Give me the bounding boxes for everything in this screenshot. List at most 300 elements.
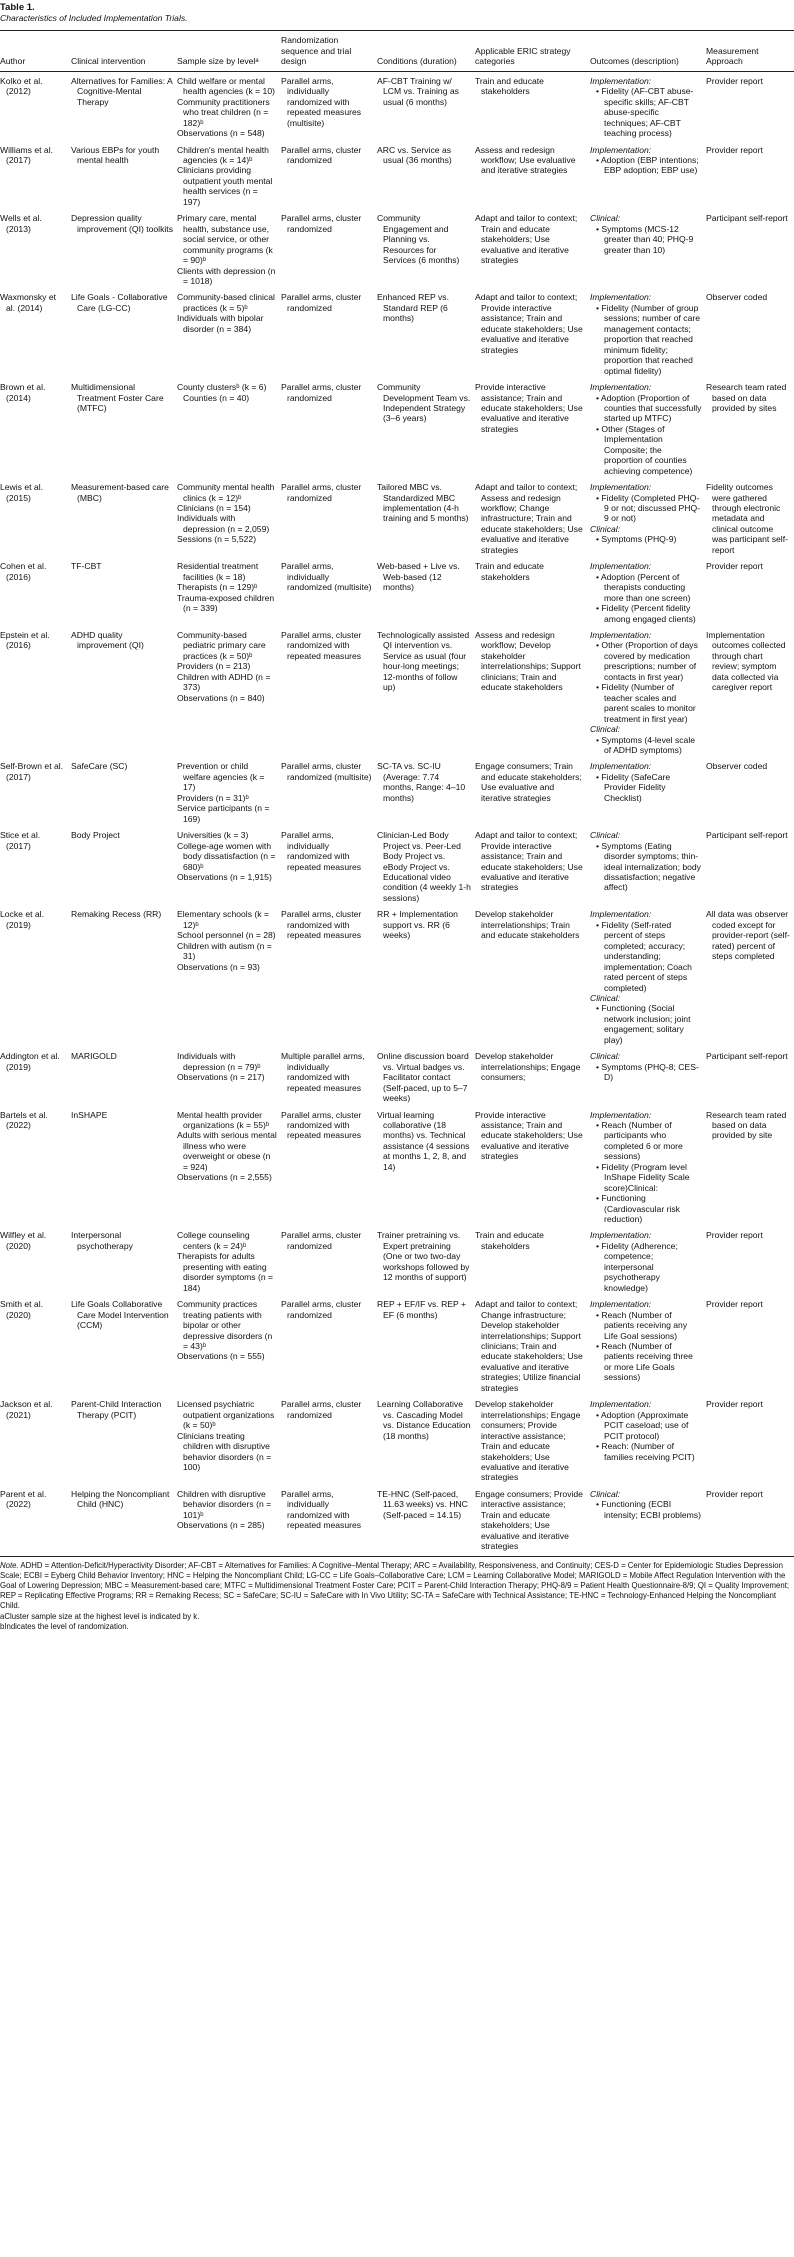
outcome-category: Implementation: <box>590 909 652 920</box>
design-cell <box>281 1395 377 1485</box>
intervention-cell-text: Life Goals - Collaborative Care (LG-CC) <box>71 292 168 313</box>
table-row <box>0 141 794 210</box>
outcome-item: • Functioning (ECBI intensity; ECBI problems) <box>590 1499 702 1520</box>
sample-cell <box>177 378 281 478</box>
author-cell <box>0 1295 71 1395</box>
sample-level: Primary care, mental health, substance use, social service, or other community programs (k = 90)ᵇ <box>177 213 273 266</box>
conditions-cell-text: Virtual learning collaborative (18 months) vs. Technical assistance (4 sessions at months 1, 2, 8, and 14) <box>377 1109 470 1172</box>
table-row <box>0 626 794 757</box>
table-subtitle: Characteristics of Included Implementation Trials. <box>0 13 188 23</box>
conditions-cell <box>377 1295 475 1395</box>
sample-level: Therapists for adults presenting with eating disorder symptoms (n = 184) <box>177 1251 274 1293</box>
intervention-cell-text: TF-CBT <box>71 561 102 572</box>
measurement-cell-text: Research team rated based on data provided by site <box>706 1109 787 1141</box>
outcome-category: Implementation: <box>590 630 652 641</box>
sample-level: Individuals with depression (n = 2,059) <box>177 513 270 534</box>
intervention-cell <box>71 1047 177 1105</box>
design-cell <box>281 1106 377 1227</box>
table-row <box>0 378 794 478</box>
intervention-cell <box>71 626 177 757</box>
sample-level: Prevention or child welfare agencies (k = 17) <box>177 761 265 793</box>
intervention-cell <box>71 1106 177 1227</box>
outcomes-cell <box>590 826 706 905</box>
eric-cell-text: Adapt and tailor to context; Change infrastructure; Develop stakeholder interrelationships; Support clinicians; Train and educate stakeholders; Use evaluative and iterative strategies; Utilize financial strategies <box>475 1299 583 1393</box>
conditions-cell-text: REP + EF/IF vs. REP + EF (6 months) <box>377 1299 466 1320</box>
conditions-cell <box>377 71 475 140</box>
outcomes-cell <box>590 626 706 757</box>
sample-level: Community mental health clinics (k = 12)ᵇ <box>177 482 275 503</box>
measurement-cell <box>706 905 794 1047</box>
outcome-category: Implementation: <box>590 1230 652 1241</box>
intervention-cell <box>71 905 177 1047</box>
column-header-measurement: Measurement Approach <box>706 31 794 71</box>
outcome-category: Clinical: <box>590 992 621 1003</box>
intervention-cell-text: Helping the Noncompliant Child (HNC) <box>71 1488 170 1510</box>
conditions-cell-text: Trainer pretraining vs. Expert pretraining (One or two two-day workshops followed by 12 months of support) <box>377 1230 470 1283</box>
eric-cell-text: Adapt and tailor to context; Assess and redesign workflow; Change infrastructure; Train and educate stakeholders; Use evaluative and iterative strategies <box>475 482 583 555</box>
author-cell-text: Williams et al. (2017) <box>0 144 54 165</box>
conditions-cell-text: AF-CBT Training w/ LCM vs. Training as usual (6 months) <box>377 75 459 107</box>
eric-cell <box>475 478 590 557</box>
eric-cell-text: Assess and redesign workflow; Use evaluative and iterative strategies <box>475 144 576 176</box>
author-cell-text: Waxmonsky et al. (2014) <box>0 292 57 313</box>
outcome-item: • Symptoms (Eating disorder symptoms; thin-ideal internalization; body dissatisfaction; negative affect) <box>590 841 702 893</box>
table-row <box>0 1047 794 1105</box>
table-title: Table 1. <box>0 2 35 13</box>
conditions-cell-text: TE-HNC (Self-paced, 11.63 weeks) vs. HNC (Self-paced = 14.15) <box>377 1488 468 1520</box>
design-cell <box>281 1485 377 1556</box>
measurement-cell <box>706 1226 794 1295</box>
table-row <box>0 1106 794 1227</box>
measurement-cell <box>706 378 794 478</box>
measurement-cell <box>706 757 794 826</box>
intervention-cell <box>71 1485 177 1556</box>
measurement-cell <box>706 288 794 378</box>
measurement-cell-text: Provider report <box>706 1488 763 1499</box>
author-cell <box>0 1106 71 1227</box>
eric-cell <box>475 141 590 210</box>
table-header-row <box>0 31 794 71</box>
column-header-conditions: Conditions (duration) <box>377 31 475 71</box>
column-header-randomization: Randomization sequence and trial design <box>281 31 377 71</box>
sample-cell <box>177 1395 281 1485</box>
author-cell-text: Epstein et al. (2016) <box>0 630 50 651</box>
eric-cell <box>475 209 590 288</box>
outcome-item: • Symptoms (PHQ-9) <box>590 534 702 544</box>
eric-cell-text: Train and educate stakeholders <box>475 1230 544 1251</box>
footnote-a: aCluster sample size at the highest level is indicated by k. <box>0 1611 200 1621</box>
conditions-cell <box>377 1106 475 1227</box>
sample-level: Mental health provider organizations (k = 55)ᵇ <box>177 1109 270 1130</box>
measurement-cell-text: Fidelity outcomes were gathered through electronic metadata and clinical outcome was participant self-report <box>706 482 788 555</box>
author-cell-text: Cohen et al. (2016) <box>0 561 47 582</box>
conditions-cell <box>377 288 475 378</box>
design-cell-text: Parallel arms, individually randomized with repeated measures <box>281 830 362 872</box>
author-cell-text: Addington et al. (2019) <box>0 1051 60 1072</box>
intervention-cell <box>71 557 177 626</box>
author-cell-text: Brown et al. (2014) <box>0 382 46 403</box>
design-cell-text: Parallel arms, cluster randomized <box>281 1399 362 1420</box>
outcome-item: • Reach (Number of patients receiving any Life Goal sessions) <box>590 1310 702 1341</box>
outcome-item: • Fidelity (Program level InShape Fidelity Scale score)Clinical: <box>590 1162 702 1193</box>
sample-cell <box>177 757 281 826</box>
author-cell <box>0 141 71 210</box>
sample-level: Individuals with bipolar disorder (n = 384) <box>177 313 264 334</box>
sample-level: Clients with depression (n = 1018) <box>177 265 276 286</box>
intervention-cell-text: Body Project <box>71 830 120 841</box>
sample-cell <box>177 1295 281 1395</box>
conditions-cell-text: Technologically assisted QI intervention vs. Service as usual (four hour-long meetings; 12-months of follow up) <box>377 630 470 693</box>
outcome-category: Clinical: <box>590 1488 621 1499</box>
design-cell-text: Parallel arms, cluster randomized <box>281 482 362 503</box>
table-row <box>0 1395 794 1485</box>
outcomes-cell <box>590 209 706 288</box>
eric-cell-text: Provide interactive assistance; Train and educate stakeholders; Use evaluative and iterative strategies <box>475 382 583 434</box>
design-cell-text: Parallel arms, individually randomized with repeated measures (multisite) <box>281 75 362 128</box>
column-header-eric-strategies: Applicable ERIC strategy categories <box>475 31 590 71</box>
conditions-cell-text: ARC vs. Service as usual (36 months) <box>377 144 452 165</box>
conditions-cell-text: Learning Collaborative vs. Cascading Model vs. Distance Education (18 months) <box>377 1399 471 1441</box>
design-cell <box>281 288 377 378</box>
author-cell-text: Wilfley et al. (2020) <box>0 1230 47 1251</box>
sample-level: Community practices treating patients with bipolar or other depressive disorders (n = 43)ᵇ <box>177 1299 273 1352</box>
author-cell <box>0 478 71 557</box>
sample-cell <box>177 826 281 905</box>
note-abbreviations: ADHD = Attention-Deficit/Hyperactivity Disorder; AF-CBT = Alternatives for Families: A Cognitive–Mental Therapy; ARC = Availability, Responsiveness, and Continuity; CES-D = Center for Epidemiologic Studies Depression Scale; ECBI = Eyberg Child Behavior Inventory; HNC = Helping the Noncompliant Child; LG-CC = Life Goals–Collaborative Care; LCM = Learning Collaborative Model; MARIGOLD = Mobile Affect Regulation Intervention with the Goal of Lowering Depression; MBC = Measurement-based care; MTFC = Multidimensional Treatment Foster Care; PCIT = Parent-Child Interaction Therapy; PHQ-8/9 = Patient Health Questionnaire-8/9; QI = Quality Improvement; REP = Replicating Effective Programs; RR = Remaking Recess; SC = SafeCare; SC-IU = SafeCare with In Vivo Utility; SC-TA = SafeCare with Technical Assistance; TE-HNC = Technology-Enhanced Helping the Noncompliant Child. <box>0 1560 790 1611</box>
design-cell <box>281 905 377 1047</box>
design-cell-text: Parallel arms, cluster randomized (multisite) <box>281 761 372 782</box>
outcome-category: Implementation: <box>590 561 652 572</box>
outcomes-cell <box>590 1295 706 1395</box>
table-row <box>0 1485 794 1556</box>
intervention-cell-text: Interpersonal psychotherapy <box>71 1230 133 1251</box>
sample-level: Observations (n = 217) <box>177 1072 265 1083</box>
eric-cell <box>475 288 590 378</box>
outcome-item: • Fidelity (Adherence; competence; interpersonal psychotherapy knowledge) <box>590 1241 702 1293</box>
outcome-item: • Fidelity (Self-rated percent of steps completed; accuracy; understanding; implementation; Coach rated percent of steps completed) <box>590 920 702 993</box>
measurement-cell <box>706 478 794 557</box>
column-header-sample-size: Sample size by levelᵃ <box>177 31 281 71</box>
trials-table <box>0 30 794 1556</box>
design-cell-text: Parallel arms, cluster randomized with repeated measures <box>281 630 362 661</box>
measurement-cell-text: Provider report <box>706 144 763 155</box>
design-cell <box>281 478 377 557</box>
measurement-cell-text: Provider report <box>706 1299 763 1310</box>
sample-cell <box>177 905 281 1047</box>
author-cell <box>0 557 71 626</box>
design-cell <box>281 1226 377 1295</box>
sample-level: Children with ADHD (n = 373) <box>177 671 271 693</box>
outcome-category: Clinical: <box>590 523 621 534</box>
design-cell-text: Parallel arms, cluster randomized with repeated measures <box>281 909 362 941</box>
conditions-cell-text: SC-TA vs. SC-IU (Average: 7.74 months, Range: 4–10 months) <box>377 761 466 803</box>
sample-level: Elementary schools (k = 12)ᵇ <box>177 909 269 930</box>
measurement-cell-text: Provider report <box>706 561 763 572</box>
sample-level: Therapists (n = 129)ᵇ <box>177 582 258 593</box>
design-cell-text: Parallel arms, individually randomized (multisite) <box>281 561 372 593</box>
outcomes-cell <box>590 905 706 1047</box>
column-header-outcomes: Outcomes (description) <box>590 31 706 71</box>
intervention-cell <box>71 757 177 826</box>
intervention-cell-text: InSHAPE <box>71 1109 108 1120</box>
sample-level: Children's mental health agencies (k = 14)ᵇ <box>177 144 269 165</box>
sample-level: College-age women with body dissatisfaction (n = 680)ᵇ <box>177 840 276 872</box>
sample-cell <box>177 478 281 557</box>
author-cell <box>0 71 71 140</box>
table-body <box>0 71 794 1556</box>
design-cell-text: Multiple parallel arms, individually randomized with repeated measures <box>281 1051 365 1093</box>
sample-level: Observations (n = 555) <box>177 1351 265 1362</box>
design-cell <box>281 1295 377 1395</box>
outcome-item: • Fidelity (Completed PHQ-9 or not; discussed PHQ-9 or not) <box>590 493 702 524</box>
design-cell <box>281 141 377 210</box>
intervention-cell <box>71 378 177 478</box>
author-cell-text: Smith et al. (2020) <box>0 1299 43 1320</box>
table-row <box>0 905 794 1047</box>
eric-cell-text: Train and educate stakeholders <box>475 561 544 582</box>
conditions-cell <box>377 1485 475 1556</box>
author-cell-text: Lewis et al. (2015) <box>0 482 43 503</box>
intervention-cell <box>71 1226 177 1295</box>
sample-level: Sessions (n = 5,522) <box>177 534 257 545</box>
eric-cell <box>475 626 590 757</box>
column-header-intervention: Clinical intervention <box>71 31 177 71</box>
sample-cell <box>177 1047 281 1105</box>
conditions-cell-text: Web-based + Live vs. Web-based (12 months) <box>377 561 460 593</box>
conditions-cell <box>377 557 475 626</box>
outcomes-cell <box>590 378 706 478</box>
design-cell <box>281 378 377 478</box>
outcomes-cell <box>590 1226 706 1295</box>
sample-level: Observations (n = 93) <box>177 961 260 972</box>
eric-cell <box>475 826 590 905</box>
eric-cell-text: Assess and redesign workflow; Develop stakeholder interrelationships; Support clinicians; Train and educate stakeholders <box>475 630 581 693</box>
design-cell <box>281 757 377 826</box>
measurement-cell <box>706 1395 794 1485</box>
intervention-cell-text: SafeCare (SC) <box>71 761 128 772</box>
outcomes-cell <box>590 1106 706 1227</box>
measurement-cell <box>706 1106 794 1227</box>
eric-cell <box>475 905 590 1047</box>
measurement-cell <box>706 1295 794 1395</box>
author-cell-text: Parent et al. (2022) <box>0 1488 47 1510</box>
author-cell-text: Stice et al. (2017) <box>0 830 41 851</box>
sample-cell <box>177 209 281 288</box>
measurement-cell <box>706 826 794 905</box>
intervention-cell <box>71 141 177 210</box>
author-cell <box>0 378 71 478</box>
intervention-cell-text: Remaking Recess (RR) <box>71 909 162 920</box>
table-row <box>0 1295 794 1395</box>
outcome-item: • Fidelity (Number of group sessions; number of care management contacts; proportion that reached minimum fidelity; proportion that reached optimal fidelity) <box>590 303 702 376</box>
intervention-cell-text: Alternatives for Families: A Cognitive-Mental Therapy <box>71 75 173 107</box>
measurement-cell-text: Research team rated based on data provided by sites <box>706 382 787 413</box>
measurement-cell <box>706 1485 794 1556</box>
sample-level: Individuals with depression (n = 79)ᵇ <box>177 1051 261 1072</box>
table-row <box>0 826 794 905</box>
intervention-cell-text: Measurement-based care (MBC) <box>71 482 169 503</box>
outcomes-cell <box>590 1485 706 1556</box>
outcome-category: Implementation: <box>590 761 652 772</box>
design-cell <box>281 71 377 140</box>
sample-level: Licensed psychiatric outpatient organizations (k = 50)ᵇ <box>177 1399 275 1431</box>
outcome-item: • Fidelity (AF-CBT abuse-specific skills; AF-CBT abuse-specific techniques; AF-CBT teaching process) <box>590 86 702 138</box>
eric-cell-text: Develop stakeholder interrelationships; Train and educate stakeholders <box>475 909 580 941</box>
outcomes-cell <box>590 141 706 210</box>
eric-cell <box>475 1047 590 1105</box>
author-cell <box>0 1395 71 1485</box>
author-cell <box>0 209 71 288</box>
measurement-cell <box>706 557 794 626</box>
outcome-item: • Reach (Number of participants who completed 6 or more sessions) <box>590 1120 702 1162</box>
conditions-cell <box>377 141 475 210</box>
outcomes-cell <box>590 557 706 626</box>
table-row <box>0 209 794 288</box>
conditions-cell-text: Clinician-Led Body Project vs. Peer-Led Body Project vs. eBody Project vs. Educational video condition (4 weekly 1-h sessions) <box>377 830 471 903</box>
sample-level: College counseling centers (k = 24)ᵇ <box>177 1230 250 1251</box>
design-cell-text: Parallel arms, cluster randomized <box>281 1299 362 1320</box>
outcome-category: Implementation: <box>590 1299 652 1310</box>
sample-level: Observations (n = 285) <box>177 1520 265 1531</box>
author-cell-text: Wells et al. (2013) <box>0 213 42 234</box>
design-cell-text: Parallel arms, cluster randomized <box>281 382 362 403</box>
sample-cell <box>177 626 281 757</box>
sample-cell <box>177 288 281 378</box>
outcome-category: Implementation: <box>590 1399 652 1410</box>
sample-level: Residential treatment facilities (k = 18) <box>177 561 259 582</box>
author-cell <box>0 905 71 1047</box>
outcome-category: Implementation: <box>590 292 652 303</box>
eric-cell-text: Train and educate stakeholders <box>475 75 544 97</box>
outcome-item: • Reach: (Number of families receiving PCIT) <box>590 1441 702 1462</box>
design-cell-text: Parallel arms, cluster randomized <box>281 1230 362 1251</box>
note-label: Note. <box>0 1560 19 1570</box>
intervention-cell <box>71 826 177 905</box>
conditions-cell-text: RR + Implementation support vs. RR (6 weeks) <box>377 909 458 941</box>
intervention-cell-text: Parent-Child Interaction Therapy (PCIT) <box>71 1399 162 1420</box>
intervention-cell <box>71 478 177 557</box>
outcome-category: Implementation: <box>590 382 652 393</box>
sample-level: Observations (n = 1,915) <box>177 871 272 882</box>
conditions-cell <box>377 1395 475 1485</box>
sample-cell <box>177 1226 281 1295</box>
intervention-cell <box>71 209 177 288</box>
eric-cell-text: Adapt and tailor to context; Provide interactive assistance; Train and educate stakeholders; Use evaluative and iterative strategies <box>475 292 583 355</box>
outcome-item: • Fidelity (Percent fidelity among engaged clients) <box>590 603 702 624</box>
design-cell <box>281 1047 377 1105</box>
eric-cell-text: Develop stakeholder interrelationships; Engage consumers; <box>475 1051 581 1083</box>
outcome-item: • Adoption (Approximate PCIT caseload; use of PCIT protocol) <box>590 1410 702 1441</box>
conditions-cell <box>377 826 475 905</box>
sample-level: Providers (n = 213) <box>177 661 251 672</box>
measurement-cell-text: Provider report <box>706 1230 763 1241</box>
measurement-cell-text: Provider report <box>706 75 763 86</box>
eric-cell-text: Engage consumers; Train and educate stakeholders; Use evaluative and iterative strategies <box>475 761 582 803</box>
outcome-item: • Other (Proportion of days covered by medication prescriptions; number of contacts in first year) <box>590 640 702 682</box>
design-cell-text: Parallel arms, cluster randomized with repeated measures <box>281 1109 362 1141</box>
intervention-cell-text: Multidimensional Treatment Foster Care (MTFC) <box>71 382 164 413</box>
outcome-item: • Functioning (Social network inclusion; joint engagement; solitary play) <box>590 1003 702 1045</box>
design-cell-text: Parallel arms, cluster randomized <box>281 292 362 313</box>
sample-level: Children with autism (n = 31) <box>177 940 272 962</box>
author-cell <box>0 757 71 826</box>
sample-level: Community-based clinical practices (k = 5)ᵇ <box>177 292 275 313</box>
sample-cell <box>177 141 281 210</box>
outcome-item: • Adoption (Proportion of counties that successfully started up MTFC) <box>590 393 702 424</box>
intervention-cell <box>71 288 177 378</box>
design-cell-text: Parallel arms, cluster randomized <box>281 144 362 165</box>
measurement-cell-text: Participant self-report <box>706 830 788 841</box>
sample-level: Universities (k = 3) <box>177 830 249 841</box>
conditions-cell-text: Community Engagement and Planning vs. Resources for Services (6 months) <box>377 213 460 266</box>
sample-level: School personnel (n = 28) <box>177 930 276 941</box>
author-cell <box>0 826 71 905</box>
sample-level: Child welfare or mental health agencies (k = 10) <box>177 75 275 97</box>
outcome-item: • Functioning (Cardiovascular risk reduction) <box>590 1193 702 1224</box>
table-row <box>0 1226 794 1295</box>
conditions-cell <box>377 1047 475 1105</box>
sample-level: Service participants (n = 169) <box>177 803 270 824</box>
intervention-cell <box>71 71 177 140</box>
outcomes-cell <box>590 71 706 140</box>
outcome-item: • Symptoms (PHQ-8; CES-D) <box>590 1062 702 1083</box>
conditions-cell <box>377 626 475 757</box>
outcomes-cell <box>590 1395 706 1485</box>
measurement-cell <box>706 209 794 288</box>
outcome-item: • Fidelity (Number of teacher scales and parent scales to monitor treatment in first year) <box>590 682 702 724</box>
outcome-category: Implementation: <box>590 482 652 493</box>
sample-level: Children with disruptive behavior disorders (n = 101)ᵇ <box>177 1488 272 1520</box>
intervention-cell-text: MARIGOLD <box>71 1051 117 1062</box>
sample-level: Clinicians providing outpatient youth mental health services (n = 197) <box>177 165 273 207</box>
intervention-cell-text: Life Goals Collaborative Care Model Intervention (CCM) <box>71 1299 169 1331</box>
conditions-cell <box>377 757 475 826</box>
table-row <box>0 557 794 626</box>
intervention-cell-text: ADHD quality improvement (QI) <box>71 630 144 651</box>
eric-cell <box>475 1485 590 1556</box>
author-cell-text: Bartels et al. (2022) <box>0 1109 48 1130</box>
outcome-category: Clinical: <box>590 213 621 224</box>
table-row <box>0 478 794 557</box>
conditions-cell-text: Enhanced REP vs. Standard REP (6 months) <box>377 292 449 324</box>
measurement-cell <box>706 626 794 757</box>
outcome-item: • Fidelity (SafeCare Provider Fidelity Checklist) <box>590 772 702 803</box>
sample-cell <box>177 1106 281 1227</box>
design-cell <box>281 557 377 626</box>
conditions-cell-text: Community Development Team vs. Independent Strategy (3–6 years) <box>377 382 471 424</box>
sample-cell <box>177 71 281 140</box>
sample-cell <box>177 557 281 626</box>
outcomes-cell <box>590 1047 706 1105</box>
measurement-cell <box>706 1047 794 1105</box>
intervention-cell-text: Depression quality improvement (QI) toolkits <box>71 213 173 234</box>
author-cell <box>0 1047 71 1105</box>
measurement-cell-text: Observer coded <box>706 761 768 772</box>
eric-cell <box>475 557 590 626</box>
measurement-cell-text: Provider report <box>706 1399 763 1410</box>
eric-cell-text: Provide interactive assistance; Train and educate stakeholders; Use evaluative and iterative strategies <box>475 1109 583 1162</box>
outcome-item: • Symptoms (MCS-12 greater than 40; PHQ-9 greater than 10) <box>590 224 702 255</box>
footnote-b: bIndicates the level of randomization. <box>0 1621 129 1631</box>
design-cell <box>281 826 377 905</box>
measurement-cell-text: Participant self-report <box>706 213 788 224</box>
table-row <box>0 757 794 826</box>
conditions-cell-text: Online discussion board vs. Virtual badges vs. Facilitator contact (Self-paced, up to 5–7 weeks) <box>377 1051 469 1104</box>
sample-level: Trauma-exposed children (n = 339) <box>177 592 275 614</box>
measurement-cell <box>706 71 794 140</box>
outcome-category: Clinical: <box>590 1051 621 1062</box>
conditions-cell <box>377 1226 475 1295</box>
